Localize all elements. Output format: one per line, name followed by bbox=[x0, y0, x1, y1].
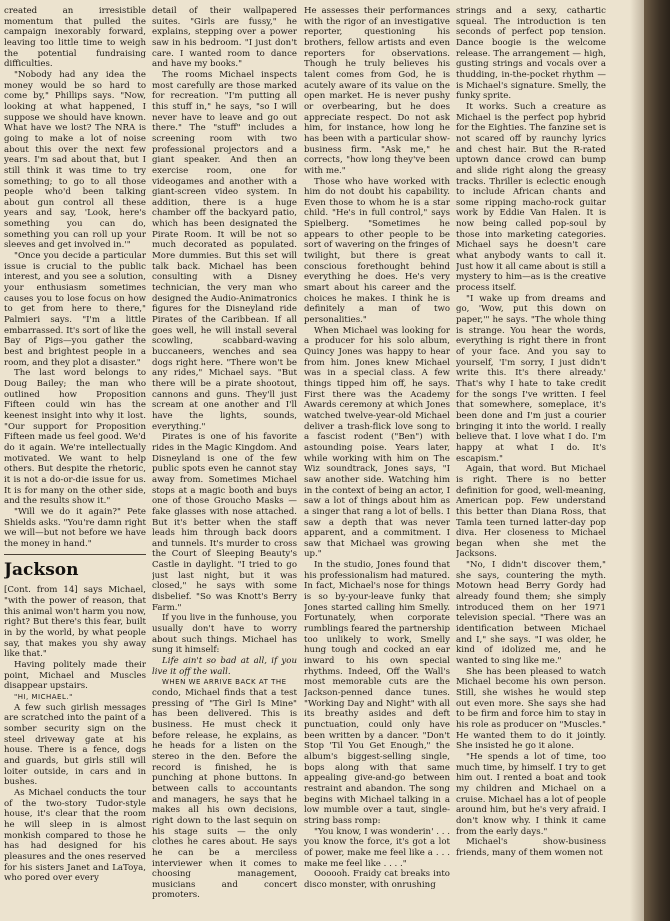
paragraph: strings and a sexy, cathartic squeal. The introduction is ten seconds of perfect pop tension. Dance boogie is the welcome release. The arrangement — high, gusting strings and vocals over a thudding, in-the-pocket rhythm — is Michael's signature. Smelly, the funky sprite. bbox=[456, 6, 606, 102]
section-title: Jackson bbox=[4, 560, 79, 581]
paragraph: When Michael was looking for a producer for his solo album, Quincy Jones was happy to hear from him. Jones knew Michael was in a special class. A few things tipped him off, he says. First there was the Academy Awards ceremony at which Jones watched twelve-year-old Michael deliver a trash-flick love song to a fascist rodent ("Ben") with astounding poise. Years later, while working with him on The Wiz soundtrack, Jones says, "I saw another side. Watching him in the context of being an actor, I saw a lot of things about him as a singer that rang a lot of bells. I saw a depth that was never apparent, and a commitment. I saw that Michael was growing up." bbox=[304, 325, 450, 560]
subhead: WHEN WE ARRIVE BACK AT THE bbox=[162, 678, 287, 687]
paragraph: "He spends a lot of time, too much time, by himself. I try to get him out. I rented a boat and took my children and Michael on a cruise. Michael has a lot of people around him, but he's very afraid. I don't know why. I think it came from the early days." bbox=[456, 751, 606, 837]
paragraph: "I wake up from dreams and go, 'Wow, put this down on paper,'" he says. "The whole thing is strange. You hear the words, everything is right there in front of your face. And you say to yourself, 'I'm sorry, I just didn't write this. It's there already.' That's why I hate to take credit for the songs I've written. I feel that somewhere, someplace, it's been done and I'm just a courier bringing it into the world. I really believe that. I love what I do. I'm happy at what I do. It's escapism." bbox=[456, 293, 606, 464]
paragraph: If you live in the funhouse, you usually don't have to worry about such things. Michael has sung it himself: bbox=[152, 613, 297, 656]
column-4 bbox=[456, 6, 606, 921]
column-3 bbox=[304, 6, 450, 921]
paragraph: A few such girlish messages are scratched into the paint of a somber security sign on the steel driveway gate at his house. There is a fence, dogs and guards, but girls still will loiter outside, in cars and in bushes. bbox=[4, 702, 146, 788]
paragraph: detail of their wallpapered suites. "Girls are fussy," he explains, stepping over a power saw in his bedroom. "I just don't care. I wanted room to dance and have my books." bbox=[152, 6, 297, 70]
paragraph: The last word belongs to Doug Bailey; the man who outlined how Proposition Fifteen could win has the keenest insight into why it lost. "Our support for Proposition Fifteen made us feel good. We'd do it again. We're intellectually motivated. We want to help others. But despite the rhetoric, it is not a do-or-die issue for us. It is for many on the other side, and the results show it." bbox=[4, 368, 146, 507]
paragraph: created an irresistible momentum that pulled the campaign inexorably forward, leaving too little time to weigh the potential fundraising difficulties. bbox=[4, 6, 146, 70]
paragraph: Oooooh. Fraidy cat breaks into disco monster, with onrushing bbox=[304, 869, 450, 890]
section-divider bbox=[4, 554, 146, 555]
paragraph: Michael's show-business friends, many of them women not bbox=[456, 837, 606, 858]
paragraph: "Will we do it again?" Pete Shields asks. "You're damn right we will—but not before we have the money in hand." bbox=[4, 506, 146, 549]
paragraph: Again, that word. But Michael is right. There is no better definition for good, well-meaning, American pop. Few understand this better than Diana Ross, that Tamla teen turned latter-day pop diva. Her closeness to Michael began when she met the Jacksons. bbox=[456, 464, 606, 560]
paragraph: He assesses their performances with the rigor of an investigative reporter, questioning his brothers, fellow artists and even reporters for observations. Though he truly believes his talent comes from God, he is acutely aware of its value on the open market. He is never pushy or overbearing, but he does appreciate respect. Do not ask him, for instance, how long he has been with a particular show-business firm. "Ask me," he corrects, "how long they've been with me." bbox=[304, 6, 450, 176]
lyric-quote: Life ain't so bad at all, if you live it off the wall. bbox=[152, 656, 297, 677]
paragraph: "You know, I was wonderin' . . . you know the force, it's got a lot of power, make me feel like a . . . make me feel like . . . ." bbox=[304, 826, 450, 869]
paragraph: "Once you decide a particular issue is crucial to the public interest, and you see a solution, your enthusiasm sometimes causes you to lose focus on how to get from here to there," Palmieri says. "I'm a little embarrassed. It's sort of like the Bay of Pigs—you gather the best and brightest people in a room, and they plot a disaster." bbox=[4, 251, 146, 368]
column-2 bbox=[152, 6, 297, 921]
paragraph: As Michael conducts the tour of the two-story Tudor-style house, it's clear that the room he will sleep in is almost monkish compared to those he has had designed for his pleasures and the ones reserved for his sisters Janet and LaToya, who pored over every bbox=[4, 787, 146, 884]
paragraph: condo, Michael finds that a test pressing of "The Girl Is Mine" has been delivered. This is business. He must check it before release, he explains, as he heads for a listen on the stereo in the den. Before the record is finished, he is punching at phone buttons. In between calls to accountants and managers, he says that he makes all his own decisions, right down to the last sequin on his stage suits — the only clothes he cares about. He says he can be a merciless interviewer when it comes to choosing management, musicians and concert promoters. bbox=[152, 688, 297, 901]
paragraph: Pirates is one of his favorite rides in the Magic Kingdom. And Disneyland is one of the few public spots even he cannot stay away from. Sometimes Michael stops at a magic booth and buys one of those Groucho Masks — fake glasses with nose attached. But it's better when the staff leads him through back doors and tunnels. It's murder to cross the Court of Sleeping Beauty's Castle in daylight. "I tried to go just last night, but it was closed," he says with some disbelief. "So was Knott's Berry Farm." bbox=[152, 432, 297, 613]
paragraph: It works. Such a creature as Michael is the perfect pop hybrid for the Eighties. The fanzine set is not scared off by raunchy lyrics and chest hair. But the R-rated uptown dance crowd can bump and slide right along the greasy tracks. Thriller is eclectic enough to include African chants and some ripping macho-rock guitar work by Eddie Van Halen. It is now being called pop-soul by those into marketing categories. Michael says he doesn't care what anybody wants to call it. Just how it all came about is still a mystery to him—as is the creative process itself. bbox=[456, 101, 606, 294]
paragraph: In the studio, Jones found that his professionalism had matured. In fact, Michael's nose for things is so by-your-leave funky that Jones started calling him Smelly. Fortunately, when corporate rumblings feared the partnership too unlikely to work, Smelly hung tough and cocked an ear inward to his own special rhythms. Indeed, Off the Wall's most memorable cuts are the Jackson-penned dance tunes. "Working Day and Night" with all its breathy asides and deft punctuation, could only have been written by a dancer. "Don't Stop 'Til You Get Enough," the album's biggest-selling single, bops along with that same appealing give-and-go between restraint and abandon. The song begins with Michael talking in a low mumble over a taut, single-string bass romp: bbox=[304, 560, 450, 826]
paragraph: Those who have worked with him do not doubt his capability. Even those to whom he is a star child. "He's in full control," says Spielberg. "Sometimes he appears to other people to be sort of wavering on the fringes of twilight, but there is great conscious forethought behind everything he does. He's very smart about his career and the choices he makes. I think he is definitely a man of two personalities." bbox=[304, 176, 450, 326]
paragraph: "Nobody had any idea the money would be so hard to come by," Phillips says. "Now, looking at what happened, I suppose we should have known. What have we lost? The NRA is going to make a lot of noise about this over the next few years. I'm sad about that, but I still think it was time to try something; to go to all those people who'd been talking about gun control all these years and say, 'Look, here's something you can do, something you can roll up your sleeves and get involved in.'" bbox=[4, 69, 146, 251]
paragraph: Having politely made their point, Michael and Muscles disappear upstairs. bbox=[4, 660, 146, 692]
paragraph: She has been pleased to watch Michael become his own person. Still, she wishes he would step out even more. She says she had to be firm and force him to stay in his role as producer on "Muscles." He wanted them to do it jointly. She insisted he go it alone. bbox=[456, 666, 606, 752]
subhead: "HI, MICHAEL." bbox=[14, 693, 73, 702]
page-edge-shadow bbox=[644, 0, 670, 921]
column-1 bbox=[4, 6, 146, 921]
paragraph: The rooms Michael inspects most carefully are those marked for recreation. "I'm putting all this stuff in," he says, "so I will never have to leave and go out there." The "stuff" includes a screening room with two professional projectors and a giant speaker. And then an exercise room, one for videogames and another with a giant-screen video system. In addition, there is a huge chamber off the backyard patio, which has been designated the Pirate Room. It will be not so much decorated as populated. More dummies. But this set will talk back. Michael has been consulting with a Disney technician, the very man who designed the Audio-Animatronics figures for the Disneyland ride Pirates of the Caribbean. If all goes well, he will install several scowling, scabbard-waving buccaneers, wenches and sea dogs right here. "There won't be any rides," Michael says. "But there will be a pirate shootout, cannons and guns. They'll just scream at one another and I'll have the lights, sounds, everything." bbox=[152, 69, 297, 432]
paragraph: [Cont. from 14] says Michael, "with the power of reason, that this animal won't harm you now, right? But there's this fear, built in by the world, by what people say, that makes you shy away like that." bbox=[4, 585, 146, 660]
paragraph: "No, I didn't discover them," she says, countering the myth. Motown head Berry Gordy had already found them; she simply introduced them on her 1971 television special. "There was an identification between Michael and I," she says. "I was older, he kind of idolized me, and he wanted to sing like me." bbox=[456, 560, 606, 667]
